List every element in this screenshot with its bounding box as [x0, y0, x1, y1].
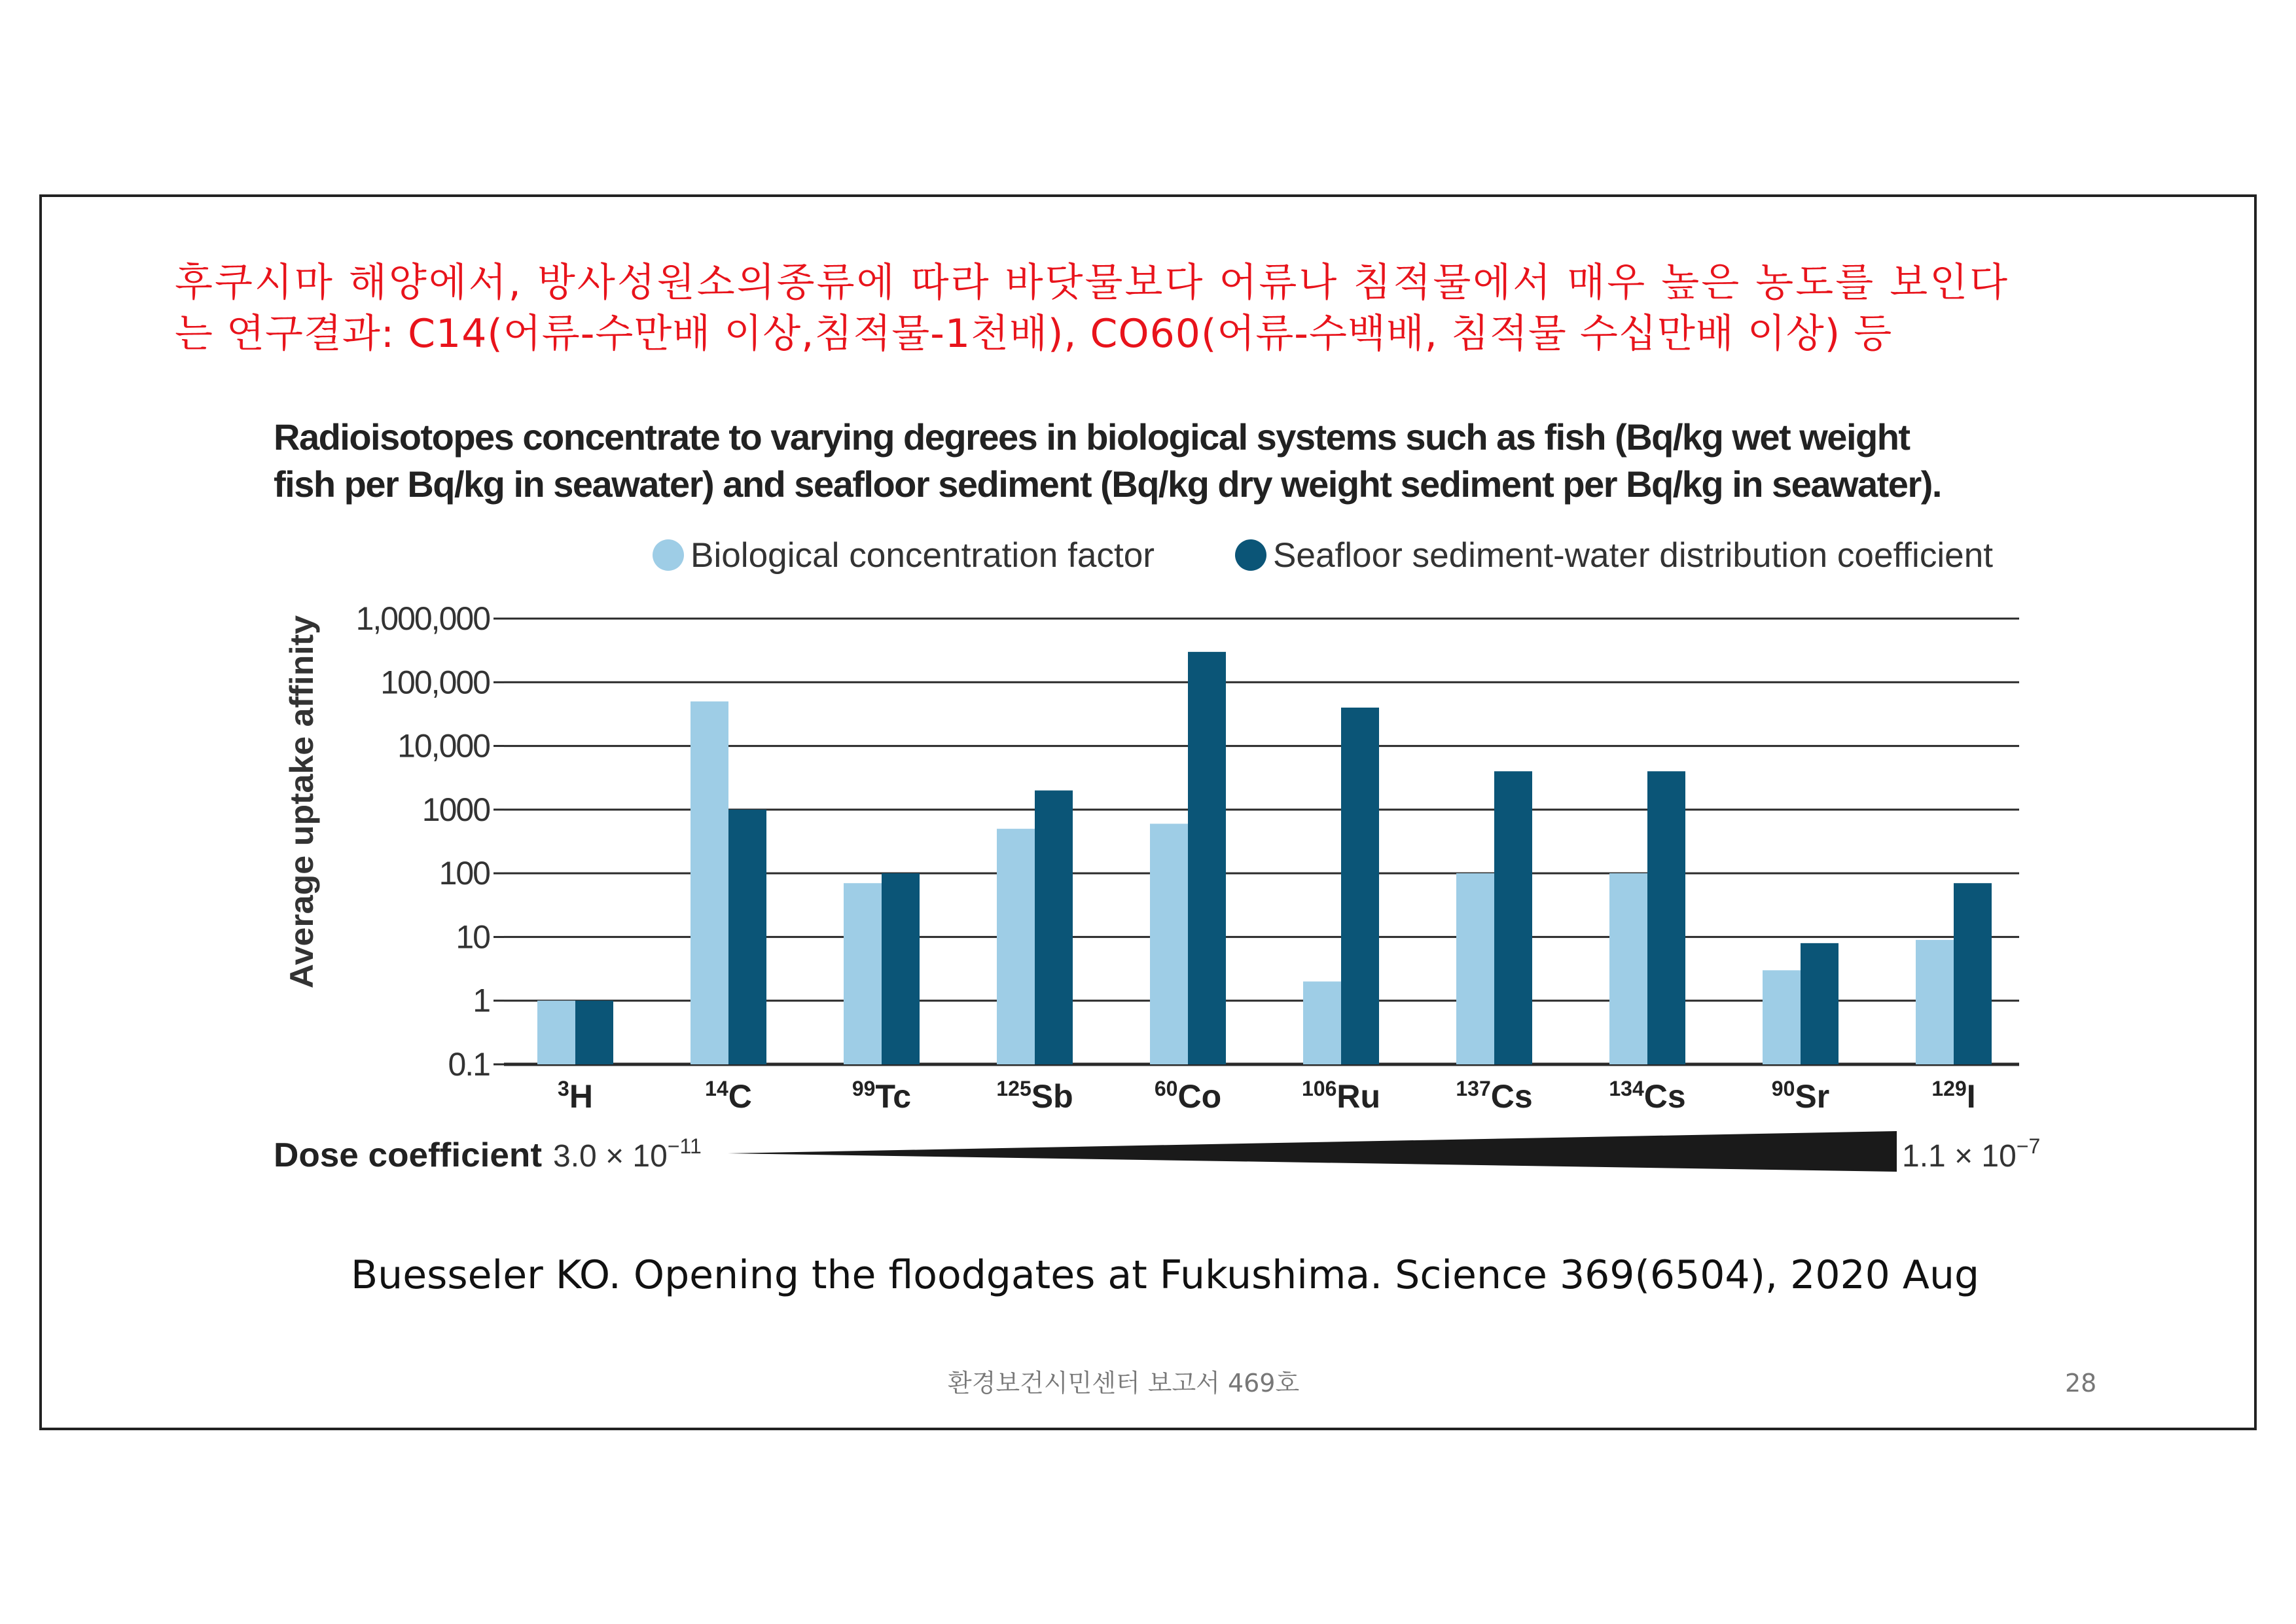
x-tick-label: 137Cs — [1456, 1077, 1533, 1115]
bar-biological — [1150, 823, 1188, 1064]
y-tick-labels — [356, 600, 490, 1083]
x-tick-label: 90Sr — [1771, 1077, 1830, 1115]
x-tick-label: 99Tc — [852, 1077, 912, 1115]
y-tick-label: 1 — [473, 982, 490, 1019]
y-axis-label: Average uptake affinity — [283, 629, 320, 988]
y-tick-label: 100 — [439, 855, 490, 892]
bar-sediment — [1035, 791, 1073, 1064]
dose-coefficient-min: $3.0 \times 10^{-11}$ — [553, 1134, 702, 1174]
x-tick-label: 134Cs — [1609, 1077, 1686, 1115]
chart-legend — [653, 536, 1993, 575]
legend-label-sediment: Seafloor sediment-water distribution coefficient — [1273, 536, 1994, 575]
citation: Buesseler KO. Opening the floodgates at Fukushima. Science 369(6504), 2020 Aug — [351, 1252, 1980, 1298]
bar-sediment — [728, 810, 766, 1064]
y-tick-label: 1,000,000 — [355, 600, 490, 637]
headline-line-2: 는 연구결과: C14(어류-수만배 이상,침적물-1천배), CO60(어류-수백배, 침적물 수십만배 이상) 등 — [175, 311, 1893, 357]
x-tick-label: 125Sb — [996, 1077, 1073, 1115]
bar-biological — [1609, 873, 1647, 1064]
bars — [537, 652, 1992, 1064]
bar-sediment — [1341, 708, 1379, 1064]
x-tick-label: 129I — [1931, 1077, 1976, 1115]
bar-sediment — [1647, 771, 1685, 1064]
bar-biological — [691, 702, 728, 1064]
dose-coefficient-max: $1.1 \times 10^{-7}$ — [1902, 1134, 2041, 1174]
chart-title-line-2: fish per Bq/kg in seawater) and seafloor sediment (Bq/kg dry weight sediment per Bq/kg in seawater). — [274, 463, 1941, 505]
bar-biological — [1456, 873, 1494, 1064]
bar-biological — [1303, 981, 1341, 1064]
x-tick-label: 14C — [705, 1077, 752, 1115]
headline-line-1: 후쿠시마 해양에서, 방사성원소의종류에 따라 바닷물보다 어류나 침적물에서 매우 높은 농도를 보인다 — [175, 260, 2010, 306]
footer-report-label: 환경보건시민센터 보고서 469호 — [948, 1369, 1300, 1398]
y-tick-label: 10,000 — [397, 727, 490, 765]
bar-sediment — [1188, 652, 1226, 1064]
y-tick-label: 1000 — [422, 791, 490, 828]
bar-biological — [537, 1001, 575, 1064]
bar-biological — [1763, 970, 1801, 1064]
y-tick-label: 10 — [456, 918, 490, 956]
bar-sediment — [1801, 943, 1839, 1064]
x-tick-label: 3H — [558, 1077, 593, 1115]
legend-swatch-biological — [653, 539, 684, 571]
bar-sediment — [1954, 883, 1992, 1064]
x-tick-labels — [558, 1077, 1976, 1115]
bar-sediment — [882, 873, 920, 1064]
y-tick-label: 0.1 — [448, 1046, 490, 1083]
chart-title-line-1: Radioisotopes concentrate to varying degrees in biological systems such as fish (Bq/kg wet weight — [274, 416, 1910, 458]
x-tick-label: 60Co — [1154, 1077, 1222, 1115]
bar-biological — [844, 883, 882, 1064]
y-tick-label: 100,000 — [380, 664, 490, 701]
bar-sediment — [1494, 771, 1532, 1064]
x-tick-label: 106Ru — [1301, 1077, 1381, 1115]
legend-swatch-sediment — [1235, 539, 1266, 571]
bar-biological — [997, 829, 1035, 1064]
bar-sediment — [575, 1001, 613, 1064]
dose-coefficient-row — [274, 1131, 2040, 1174]
dose-coefficient-label: Dose coefficient — [274, 1136, 542, 1174]
bar-biological — [1916, 940, 1954, 1064]
legend-label-biological: Biological concentration factor — [691, 536, 1155, 575]
page-number: 28 — [2065, 1369, 2097, 1398]
dose-coefficient-wedge — [728, 1131, 1897, 1172]
